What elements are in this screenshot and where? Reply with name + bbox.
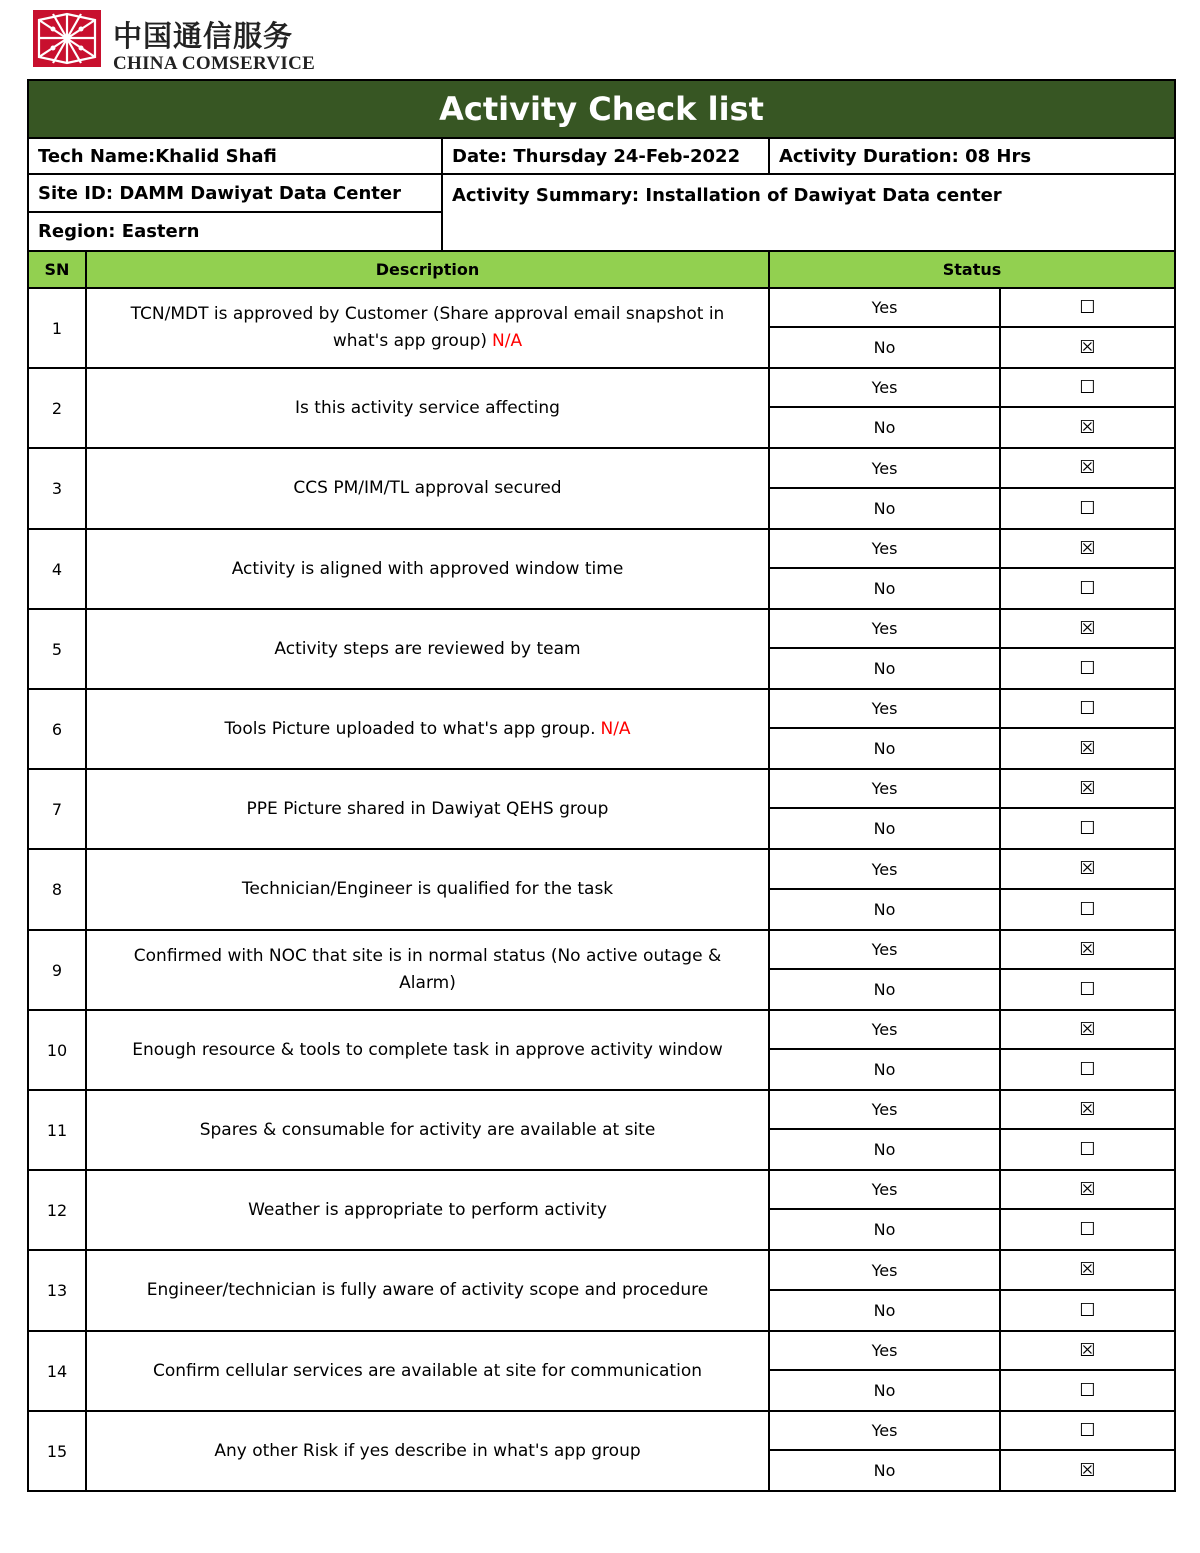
tech-name: Tech Name:Khalid Shafi: [27, 137, 443, 175]
checked-box-icon[interactable]: ☒: [1079, 1098, 1096, 1120]
unchecked-box-icon[interactable]: ☐: [1079, 978, 1096, 1000]
header-sn: SN: [27, 250, 87, 289]
option-no-label: No: [768, 1128, 1001, 1171]
option-yes-label: Yes: [768, 768, 1001, 809]
checkbox-cell-yes[interactable]: [999, 768, 1176, 809]
item-description-text: Spares & consumable for activity are available at site: [199, 1119, 656, 1140]
company-logo: [33, 10, 353, 74]
checkbox-cell-no[interactable]: [999, 647, 1176, 690]
option-no-label: No: [768, 888, 1001, 931]
checkbox-cell-yes[interactable]: [999, 848, 1176, 890]
item-description: [85, 528, 770, 610]
item-description-text: Confirm cellular services are available at site for communication: [153, 1360, 702, 1381]
item-sn: 3: [27, 447, 87, 530]
checked-box-icon[interactable]: ☒: [1079, 777, 1096, 799]
unchecked-box-icon[interactable]: ☐: [1079, 697, 1096, 719]
item-description: [85, 848, 770, 931]
item-sn: 10: [27, 1009, 87, 1091]
checkbox-cell-yes[interactable]: [999, 1249, 1176, 1291]
option-yes-label: Yes: [768, 287, 1001, 328]
item-description-text: Is this activity service affecting: [295, 397, 560, 418]
item-description-text: CCS PM/IM/TL approval secured: [293, 478, 562, 498]
option-yes-label: Yes: [768, 447, 1001, 489]
item-description: [85, 287, 770, 369]
unchecked-box-icon[interactable]: ☐: [1079, 1419, 1096, 1441]
item-description-text: Enough resource & tools to complete task in approve activity window: [132, 1039, 723, 1060]
item-description-text: Activity is aligned with approved window time: [231, 558, 624, 579]
checked-box-icon[interactable]: ☒: [1079, 336, 1096, 358]
item-sn: 11: [27, 1089, 87, 1171]
option-yes-label: Yes: [768, 367, 1001, 408]
option-yes-label: Yes: [768, 1410, 1001, 1451]
item-description: [85, 1089, 770, 1171]
unchecked-box-icon[interactable]: ☐: [1079, 1218, 1096, 1240]
option-yes-label: Yes: [768, 1009, 1001, 1050]
item-sn: 4: [27, 528, 87, 610]
unchecked-box-icon[interactable]: ☐: [1079, 296, 1096, 318]
checked-box-icon[interactable]: ☒: [1079, 1259, 1096, 1280]
option-no-label: No: [768, 1208, 1001, 1251]
checked-box-icon[interactable]: ☒: [1079, 457, 1096, 478]
item-sn: 8: [27, 848, 87, 931]
item-description: [85, 688, 770, 770]
checkbox-cell-no[interactable]: [999, 968, 1176, 1011]
option-no-label: No: [768, 1048, 1001, 1091]
checked-box-icon[interactable]: ☒: [1079, 858, 1096, 879]
checkbox-cell-no[interactable]: [999, 1369, 1176, 1412]
checkbox-cell-no[interactable]: [999, 1289, 1176, 1332]
checkbox-cell-yes[interactable]: [999, 287, 1176, 328]
checkbox-cell-no[interactable]: [999, 406, 1176, 449]
item-description-text: Any other Risk if yes describe in what's app group: [214, 1440, 641, 1461]
option-no-label: No: [768, 968, 1001, 1011]
item-note-na: N/A: [600, 718, 631, 739]
checked-box-icon[interactable]: ☒: [1079, 1339, 1096, 1361]
option-no-label: No: [768, 807, 1001, 850]
item-description-text: Tools Picture uploaded to what's app group.: [224, 718, 596, 739]
item-description: [85, 608, 770, 690]
item-sn: 9: [27, 929, 87, 1011]
checkbox-cell-yes[interactable]: [999, 1089, 1176, 1130]
option-no-label: No: [768, 567, 1001, 610]
checked-box-icon[interactable]: ☒: [1079, 1018, 1096, 1040]
item-description: [85, 367, 770, 449]
option-yes-label: Yes: [768, 1249, 1001, 1291]
checked-box-icon[interactable]: ☒: [1079, 938, 1096, 960]
item-note-na: N/A: [492, 331, 523, 351]
option-no-label: No: [768, 727, 1001, 770]
activity-duration: Activity Duration: 08 Hrs: [768, 137, 1176, 175]
header-status: Status: [768, 250, 1176, 289]
item-description-text: Confirmed with NOC that site is in normal status (No active outage & Alarm): [133, 946, 722, 993]
option-yes-label: Yes: [768, 688, 1001, 729]
checked-box-icon[interactable]: ☒: [1079, 416, 1096, 438]
unchecked-box-icon[interactable]: ☐: [1079, 1379, 1096, 1401]
item-description: [85, 447, 770, 530]
option-yes-label: Yes: [768, 929, 1001, 970]
checked-box-icon[interactable]: ☒: [1079, 1459, 1096, 1481]
item-sn: 12: [27, 1169, 87, 1251]
unchecked-box-icon[interactable]: ☐: [1079, 898, 1096, 920]
item-description: [85, 1330, 770, 1412]
option-yes-label: Yes: [768, 528, 1001, 569]
checkbox-cell-yes[interactable]: [999, 929, 1176, 970]
unchecked-box-icon[interactable]: ☐: [1079, 497, 1096, 519]
item-sn: 14: [27, 1330, 87, 1412]
option-no-label: No: [768, 1289, 1001, 1332]
checkbox-cell-no[interactable]: [999, 1128, 1176, 1171]
item-description: [85, 768, 770, 850]
checkbox-cell-yes[interactable]: [999, 1410, 1176, 1451]
checkbox-cell-no[interactable]: [999, 807, 1176, 850]
item-description-text: Activity steps are reviewed by team: [274, 638, 581, 659]
unchecked-box-icon[interactable]: ☐: [1079, 376, 1096, 398]
item-description: [85, 1249, 770, 1332]
checked-box-icon[interactable]: ☒: [1079, 737, 1096, 759]
checkbox-cell-yes[interactable]: [999, 1330, 1176, 1371]
header-description: Description: [85, 250, 770, 289]
option-no-label: No: [768, 1369, 1001, 1412]
option-no-label: No: [768, 487, 1001, 530]
activity-checklist: [27, 79, 1176, 1488]
item-description-text: Engineer/technician is fully aware of activity scope and procedure: [146, 1280, 709, 1300]
item-description: [85, 929, 770, 1011]
checklist-title: Activity Check list: [27, 79, 1176, 139]
checked-box-icon[interactable]: ☒: [1079, 1178, 1096, 1200]
checkbox-cell-yes[interactable]: [999, 528, 1176, 569]
checkbox-cell-no[interactable]: [999, 326, 1176, 369]
region: Region: Eastern: [27, 211, 443, 252]
item-sn: 6: [27, 688, 87, 770]
unchecked-box-icon[interactable]: ☐: [1079, 577, 1096, 599]
item-sn: 1: [27, 287, 87, 369]
checkbox-cell-yes[interactable]: [999, 1009, 1176, 1050]
logo-text-en: CHINA COMSERVICE: [113, 53, 316, 74]
checkbox-cell-no[interactable]: [999, 727, 1176, 770]
checkbox-cell-no[interactable]: [999, 1048, 1176, 1091]
checked-box-icon[interactable]: ☒: [1079, 537, 1096, 559]
unchecked-box-icon[interactable]: ☐: [1079, 1058, 1096, 1080]
checked-box-icon[interactable]: ☒: [1079, 617, 1096, 639]
unchecked-box-icon[interactable]: ☐: [1079, 1299, 1096, 1321]
checkbox-cell-yes[interactable]: [999, 447, 1176, 489]
item-description: [85, 1169, 770, 1251]
checkbox-cell-no[interactable]: [999, 1208, 1176, 1251]
option-no-label: No: [768, 326, 1001, 369]
option-yes-label: Yes: [768, 1169, 1001, 1210]
item-sn: 13: [27, 1249, 87, 1332]
checkbox-cell-no[interactable]: [999, 888, 1176, 931]
checkbox-cell-no[interactable]: [999, 487, 1176, 530]
option-yes-label: Yes: [768, 1089, 1001, 1130]
unchecked-box-icon[interactable]: ☐: [1079, 817, 1096, 839]
option-no-label: No: [768, 1449, 1001, 1492]
item-sn: 2: [27, 367, 87, 449]
unchecked-box-icon[interactable]: ☐: [1079, 1138, 1096, 1160]
item-sn: 5: [27, 608, 87, 690]
item-description: [85, 1009, 770, 1091]
checkbox-cell-yes[interactable]: [999, 608, 1176, 649]
item-description: [85, 1410, 770, 1492]
item-sn: 7: [27, 768, 87, 850]
option-yes-label: Yes: [768, 608, 1001, 649]
activity-date: Date: Thursday 24-Feb-2022: [441, 137, 770, 175]
logo-mark-icon: [33, 10, 101, 67]
item-description-text: TCN/MDT is approved by Customer (Share approval email snapshot in what's app group): [130, 304, 725, 351]
checkbox-cell-yes[interactable]: [999, 367, 1176, 408]
site-id: Site ID: DAMM Dawiyat Data Center: [27, 173, 443, 213]
item-description-text: PPE Picture shared in Dawiyat QEHS group: [246, 798, 609, 819]
option-yes-label: Yes: [768, 1330, 1001, 1371]
checkbox-cell-no[interactable]: [999, 567, 1176, 610]
checkbox-cell-yes[interactable]: [999, 1169, 1176, 1210]
item-description-text: Weather is appropriate to perform activity: [248, 1199, 607, 1220]
checkbox-cell-no[interactable]: [999, 1449, 1176, 1492]
option-no-label: No: [768, 647, 1001, 690]
checkbox-cell-yes[interactable]: [999, 688, 1176, 729]
item-description-text: Technician/Engineer is qualified for the task: [241, 879, 614, 899]
unchecked-box-icon[interactable]: ☐: [1079, 657, 1096, 679]
option-yes-label: Yes: [768, 848, 1001, 890]
option-no-label: No: [768, 406, 1001, 449]
activity-summary: Activity Summary: Installation of Dawiyat Data center: [441, 173, 1176, 252]
item-sn: 15: [27, 1410, 87, 1492]
logo-text-cn: 中国通信服务: [113, 19, 294, 53]
